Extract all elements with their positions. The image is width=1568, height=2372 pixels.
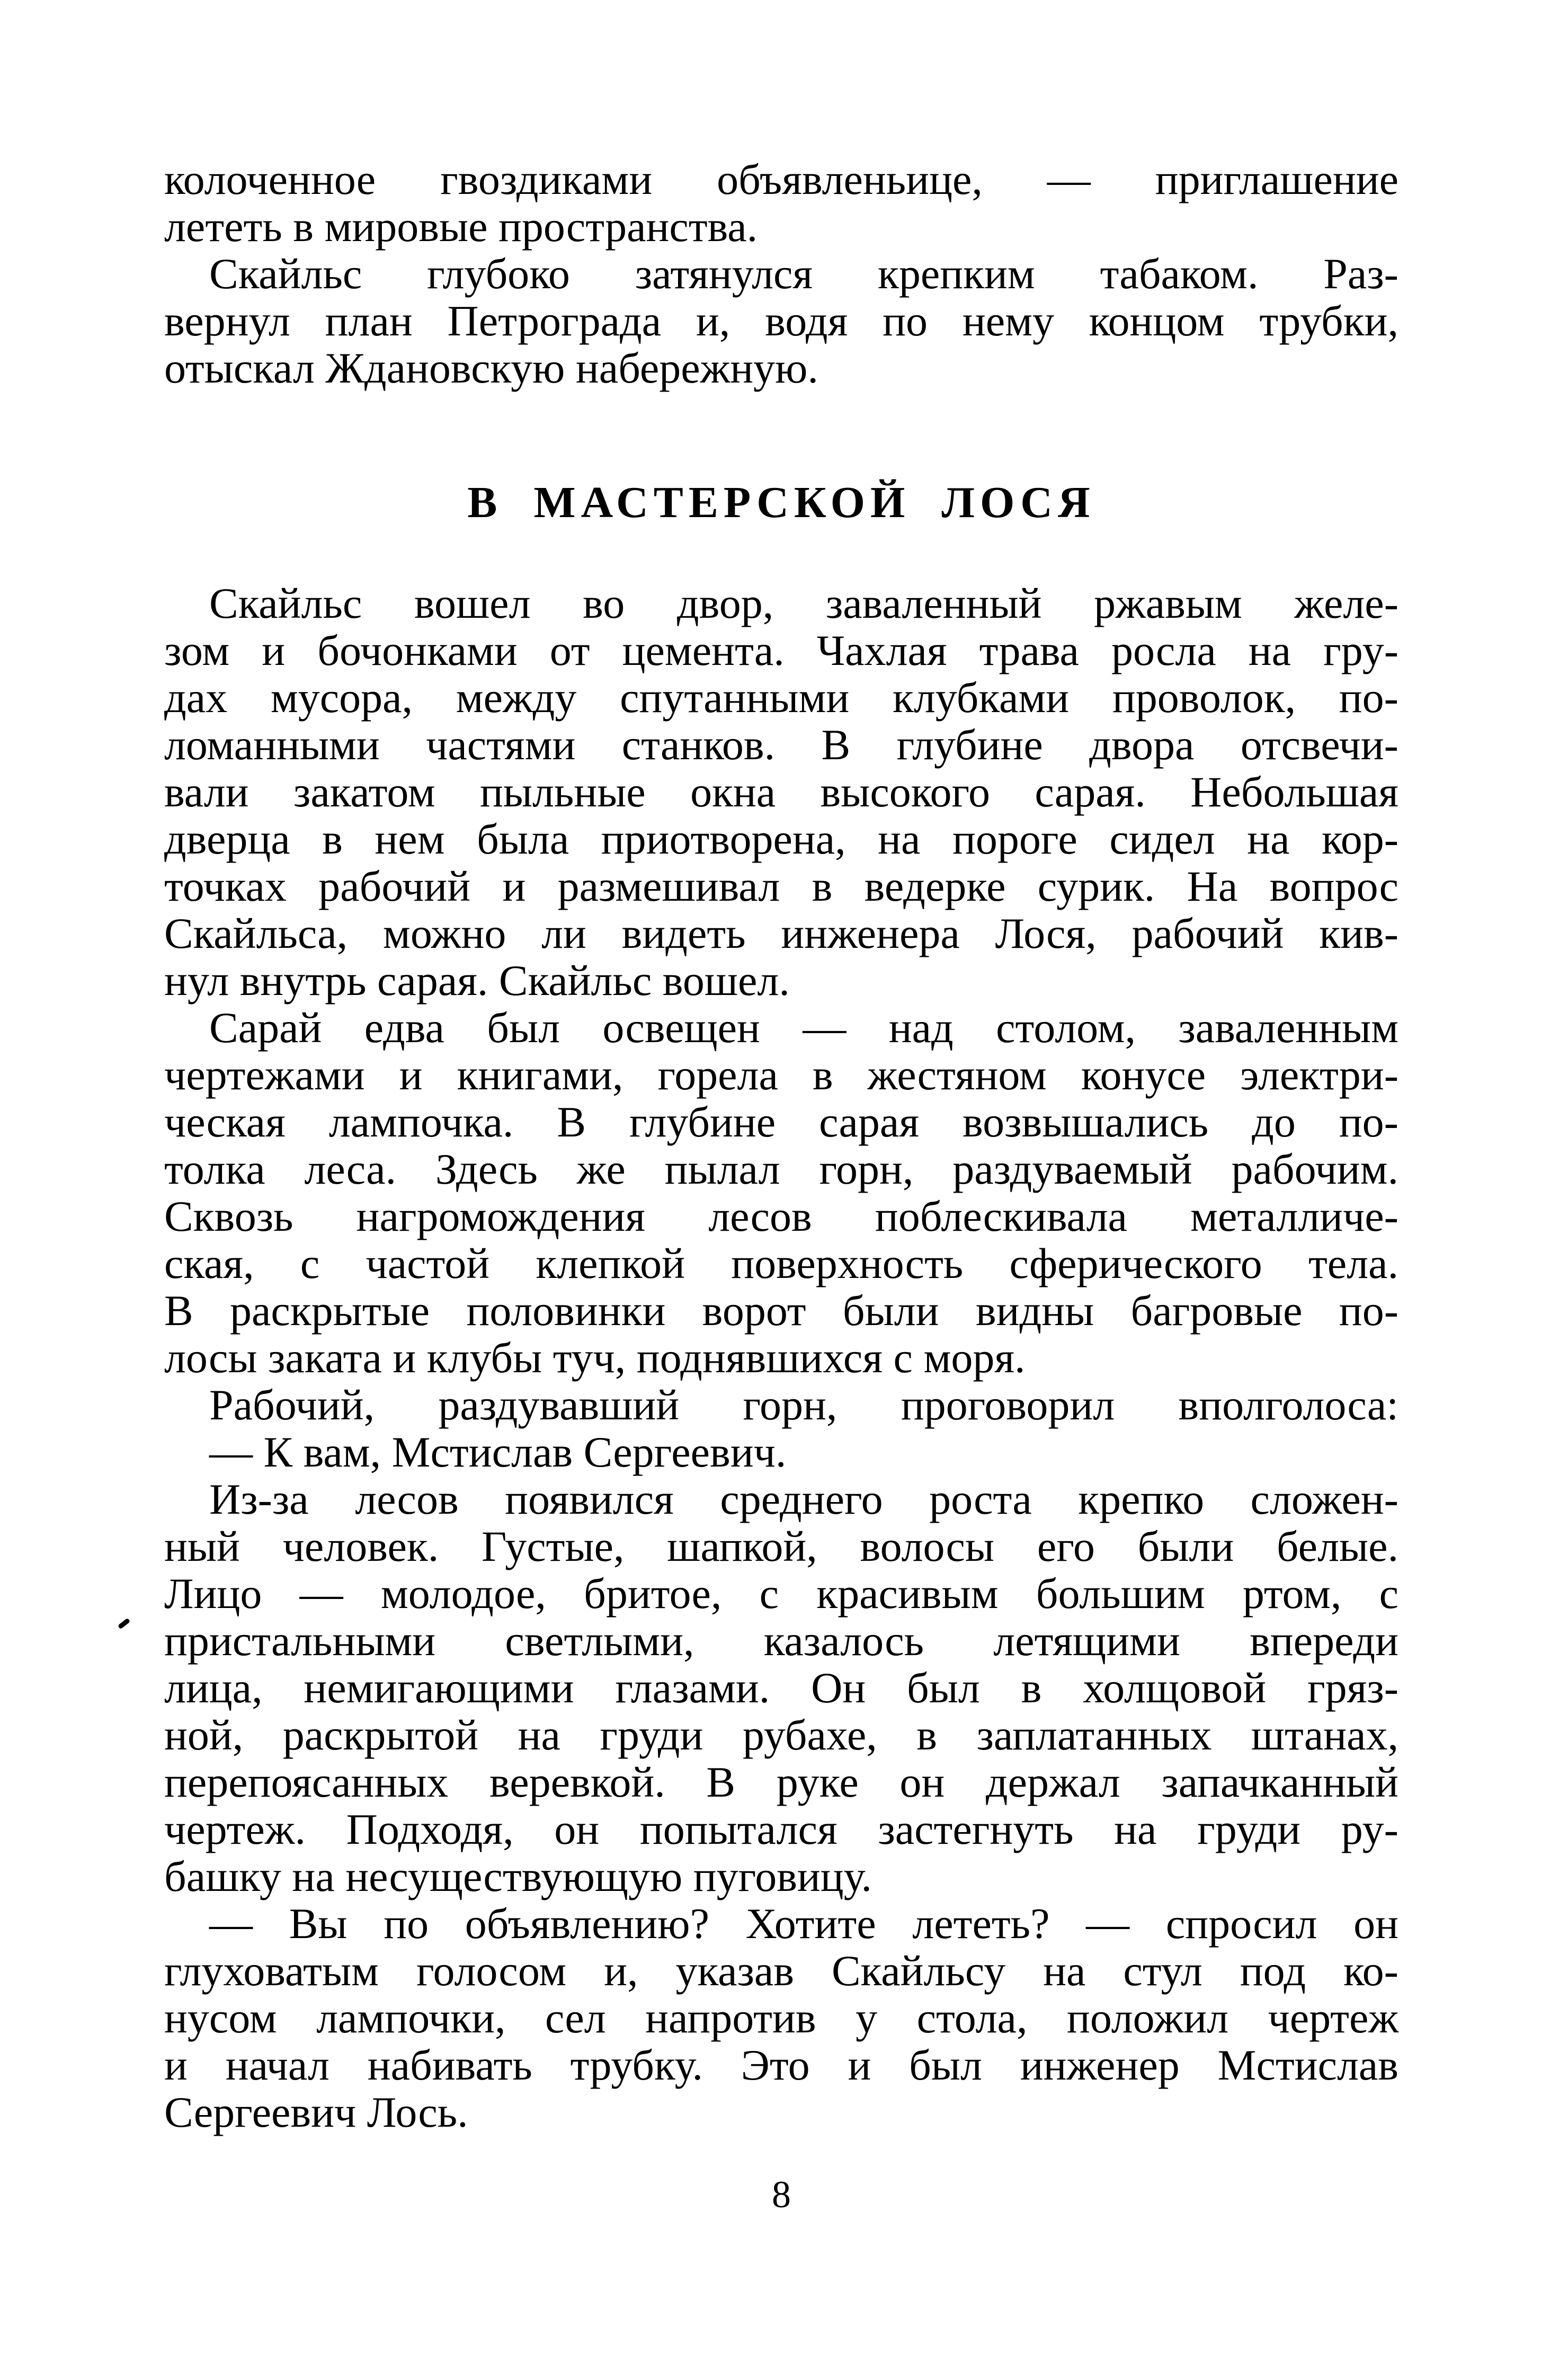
text-line: лица, немигающими глазами. Он был в холщовой гряз-: [164, 1664, 1398, 1712]
text-block-main: [164, 580, 1398, 2136]
text-line: дах мусора, между спутанными клубками проволок, по-: [164, 673, 1398, 722]
text-line: вернул план Петрограда и, водя по нему концом трубки,: [164, 297, 1398, 345]
ink-speck-artifact: [118, 1618, 130, 1630]
text-line: чертежами и книгами, горела в жестяном конусе электри-: [164, 1051, 1398, 1099]
text-line: ломанными частями станков. В глубине двора отсвечи-: [164, 721, 1398, 769]
text-line: башку на несуществующую пуговицу.: [164, 1852, 872, 1900]
text-line: дверца в нем была приотворена, на пороге сидел на кор-: [164, 815, 1398, 863]
text-line: колоченное гвоздиками объявленьице, — приглашение: [164, 155, 1398, 203]
text-line: Скайльс вошел во двор, заваленный ржавым желе-: [209, 579, 1398, 627]
text-line: ной, раскрытой на груди рубахе, в заплатанных штанах,: [164, 1711, 1398, 1759]
text-line: ный человек. Густые, шапкой, волосы его были белые.: [164, 1522, 1398, 1570]
text-line: глуховатым голосом и, указав Скайльсу на стул под ко-: [164, 1947, 1398, 1995]
text-line: Сквозь нагромождения лесов поблескивала металличе-: [164, 1192, 1398, 1240]
chapter-heading: В МАСТЕРСКОЙ ЛОСЯ: [467, 478, 1095, 527]
text-block-top: [164, 156, 1398, 392]
text-line: В раскрытые половинки ворот были видны багровые по-: [164, 1286, 1398, 1335]
text-line: Скайльса, можно ли видеть инженера Лося, рабочий кив-: [164, 909, 1398, 957]
text-line: отыскал Ждановскую набережную.: [164, 344, 818, 392]
text-line: перепоясанных веревкой. В руке он держал запачканный: [164, 1758, 1398, 1806]
text-line: ская, с частой клепкой поверхность сферического тела.: [164, 1239, 1398, 1287]
text-line: — Вы по объявлению? Хотите лететь? — спросил он: [209, 1899, 1398, 1948]
text-line: Сергеевич Лось.: [164, 2088, 468, 2136]
text-line: зом и бочонками от цемента. Чахлая трава росла на гру-: [164, 626, 1398, 674]
text-line: ческая лампочка. В глубине сарая возвышались до по-: [164, 1098, 1398, 1146]
page-number: 8: [772, 2173, 791, 2216]
text-line: вали закатом пыльные окна высокого сарая. Небольшая: [164, 768, 1398, 816]
text-line: и начал набивать трубку. Это и был инженер Мстислав: [164, 2041, 1398, 2089]
text-line: Рабочий, раздувавший горн, проговорил вполголоса:: [209, 1381, 1398, 1429]
text-line: лосы заката и клубы туч, поднявшихся с моря.: [164, 1334, 1026, 1382]
text-line: чертеж. Подходя, он попытался застегнуть на груди ру-: [164, 1805, 1398, 1853]
text-line: Скайльс глубоко затянулся крепким табаком. Раз-: [209, 250, 1398, 298]
text-line: нусом лампочки, сел напротив у стола, положил чертеж: [164, 1994, 1398, 2042]
text-line: Сарай едва был освещен — над столом, заваленным: [209, 1003, 1398, 1052]
text-line: толка леса. Здесь же пылал горн, раздуваемый рабочим.: [164, 1145, 1398, 1193]
text-line: — К вам, Мстислав Сергеевич.: [209, 1428, 787, 1476]
text-line: лететь в мировые пространства.: [164, 202, 758, 251]
text-line: Из-за лесов появился среднего роста крепко сложен-: [209, 1475, 1398, 1523]
text-line: Лицо — молодое, бритое, с красивым большим ртом, с: [164, 1569, 1398, 1618]
text-line: пристальными светлыми, казалось летящими впереди: [164, 1616, 1398, 1665]
text-line: точках рабочий и размешивал в ведерке сурик. На вопрос: [164, 862, 1398, 910]
text-line: нул внутрь сарая. Скайльс вошел.: [164, 956, 790, 1005]
